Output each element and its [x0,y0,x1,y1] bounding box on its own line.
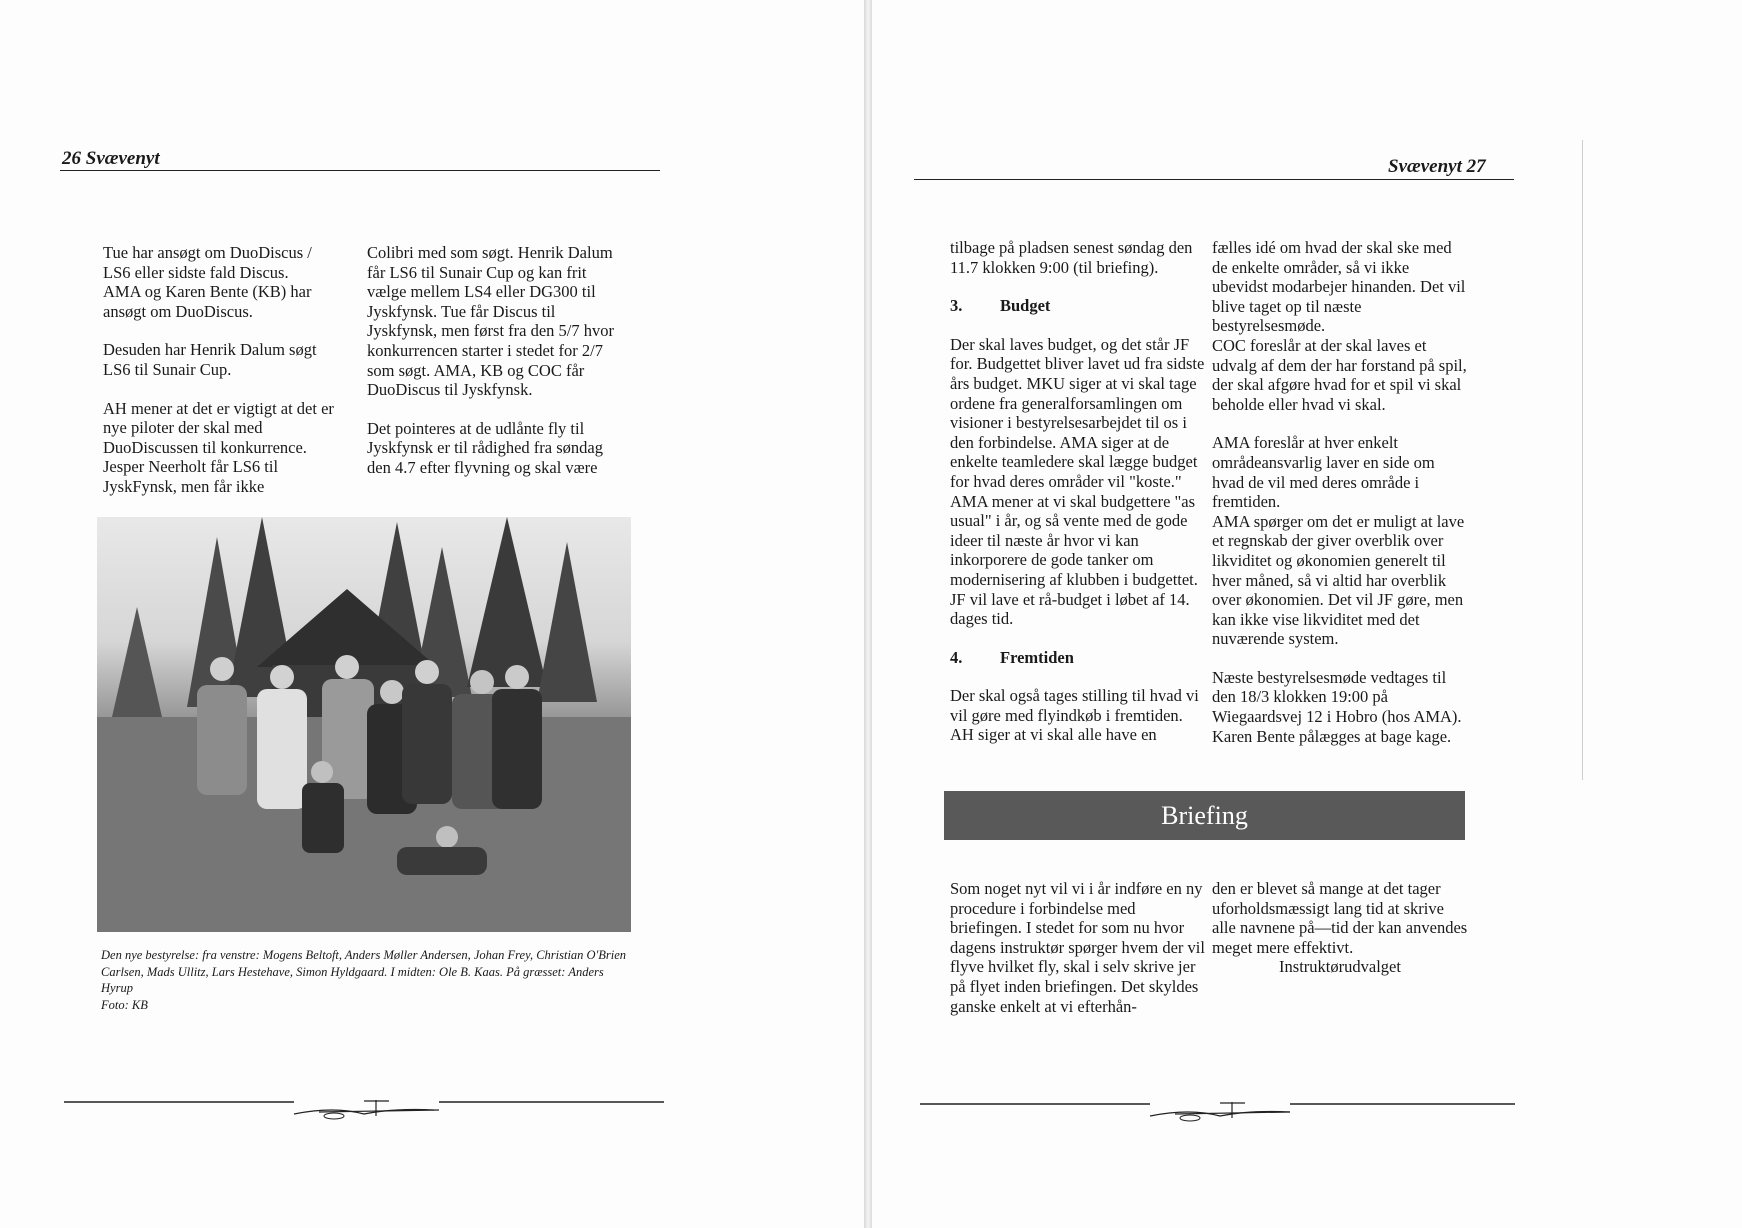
paragraph: Colibri med som søgt. Henrik Dalum får LS6 til Sunair Cup og kan frit vælge mellem LS4 eller DG300 til Jyskfynsk. Tue får Discus til Jyskfynsk, men først fra den 5/7 hvor konkurrencen starter i stedet for 2/7 som søgt. AMA, KB og COC får DuoDiscus til Jyskfynsk. [367,243,615,400]
page-edge-line [1582,140,1583,780]
left-column-1 [103,243,335,497]
section-heading-fremtiden: 4. Fremtiden [950,647,1074,667]
binding-gutter [864,0,872,1228]
header-rule [914,179,1514,180]
caption-text: Den nye bestyrelse: fra venstre: Mogens Beltoft, Anders Møller Andersen, Johan Frey, Christian O'Brien Carlsen, Mads Ullitz, Lars Hestehave, Simon Hyldgaard. I midten: Ole B. Kaas. På græsset: Anders Hyrup [101,948,627,995]
paragraph: Det pointeres at de udlånte fly til Jyskfynsk er til rådighed fra søndag den 4.7 efter flyvning og skal være [367,418,603,477]
photo-caption [101,947,635,1013]
paragraph: fælles idé om hvad der skal ske med de enkelte områder, så vi ikke ubevidst modarbejer hinanden. Det vil blive taget op til næste bestyrelsesmøde. [1212,238,1466,336]
right-page [872,0,1742,1228]
paragraph: AMA og Karen Bente (KB) har ansøgt om DuoDiscus. [103,282,312,321]
paragraph: tilbage på pladsen senest søndag den 11.7 klokken 9:00 (til briefing). [950,238,1193,277]
paragraph: AMA foreslår at hver enkelt områdeansvarlig laver en side om hvad de vil med deres område i fremtiden. [1212,433,1435,512]
paragraph: Desuden har Henrik Dalum søgt LS6 til Sunair Cup. [103,340,317,379]
page-header-right: Svævenyt 27 [1388,156,1486,177]
paragraph: den er blevet så mange at det tager uforholdsmæssigt lang tid at skrive alle navnene på—tid der kan anvendes meget mere effektivt. [1212,879,1468,957]
left-page [0,0,864,1228]
group-photo-illustration [97,517,631,932]
right-column-1 [950,238,1206,745]
signature: Instruktørudvalget [1279,957,1401,977]
briefing-column-1 [950,879,1206,1016]
paragraph: AMA spørger om det er muligt at lave et regnskab der giver overblik over likviditet og økonomien generelt til hver måned, så vi altid har overblik over økonomien. Det vil JF gøre, men kan ikke vise likviditet med det nuværende system. [1212,511,1465,649]
page-header-left: 26 Svævenyt [62,148,160,169]
glider-footer-ornament-left [64,1092,664,1132]
paragraph: COC foreslår at der skal laves et udvalg af dem der har forstand på spil, der skal afgøre hvad for et spil vi skal beholde eller hvad vi skal. [1212,335,1467,414]
paragraph: Der skal laves budget, og det står JF for. Budgettet bliver lavet ud fra sidste års budget. MKU siger at vi skal tage ordene fra generalforsamlingen om visioner i bestyrelsesarbejdet til os i den forbindelse. AMA siger at de enkelte teamledere skal lægge budget for hvad deres områder vil "koste." AMA mener at vi skal budgettere "as usual" i år, og så vente med de gode ideer til næste år hvor vi kan inkorporere de gode tanker om modernisering af klubben i budgettet. JF vil lave et rå-budget i løbet af 14. dages tid. [950,334,1205,629]
glider-footer-ornament-right [920,1094,1520,1134]
paragraph: Der skal også tages stilling til hvad vi vil gøre med flyindkøb i fremtiden. AH siger at vi skal alle have en [950,686,1199,745]
briefing-banner: Briefing [944,791,1465,840]
briefing-column-2 [1212,879,1468,977]
paragraph: Næste bestyrelsesmøde vedtages til den 18/3 klokken 19:00 på Wiegaardsvej 12 i Hobro (hos AMA). Karen Bente pålægges at bage kage. [1212,667,1462,746]
left-column-2 [367,243,615,478]
header-rule [60,170,660,171]
paragraph: Tue har ansøgt om DuoDiscus / LS6 eller sidste fald Discus. [103,243,312,282]
right-column-2 [1212,238,1468,746]
board-group-photo [97,517,631,932]
photo-credit: Foto: KB [101,997,148,1012]
paragraph: AH mener at det er vigtigt at det er nye piloter der skal med DuoDiscussen til konkurrence. Jesper Neerholt får LS6 til JyskFynsk, men får ikke [103,398,334,496]
section-heading-budget: 3. Budget [950,296,1051,316]
paragraph: Som noget nyt vil vi i år indføre en ny procedure i forbindelse med briefingen. I stedet for som nu hvor dagens instruktør spørger hvem der vil flyve hvilket fly, skal i selv skrive jer på flyet inden briefingen. Det skyldes ganske enkelt at vi efterhån- [950,879,1205,1016]
